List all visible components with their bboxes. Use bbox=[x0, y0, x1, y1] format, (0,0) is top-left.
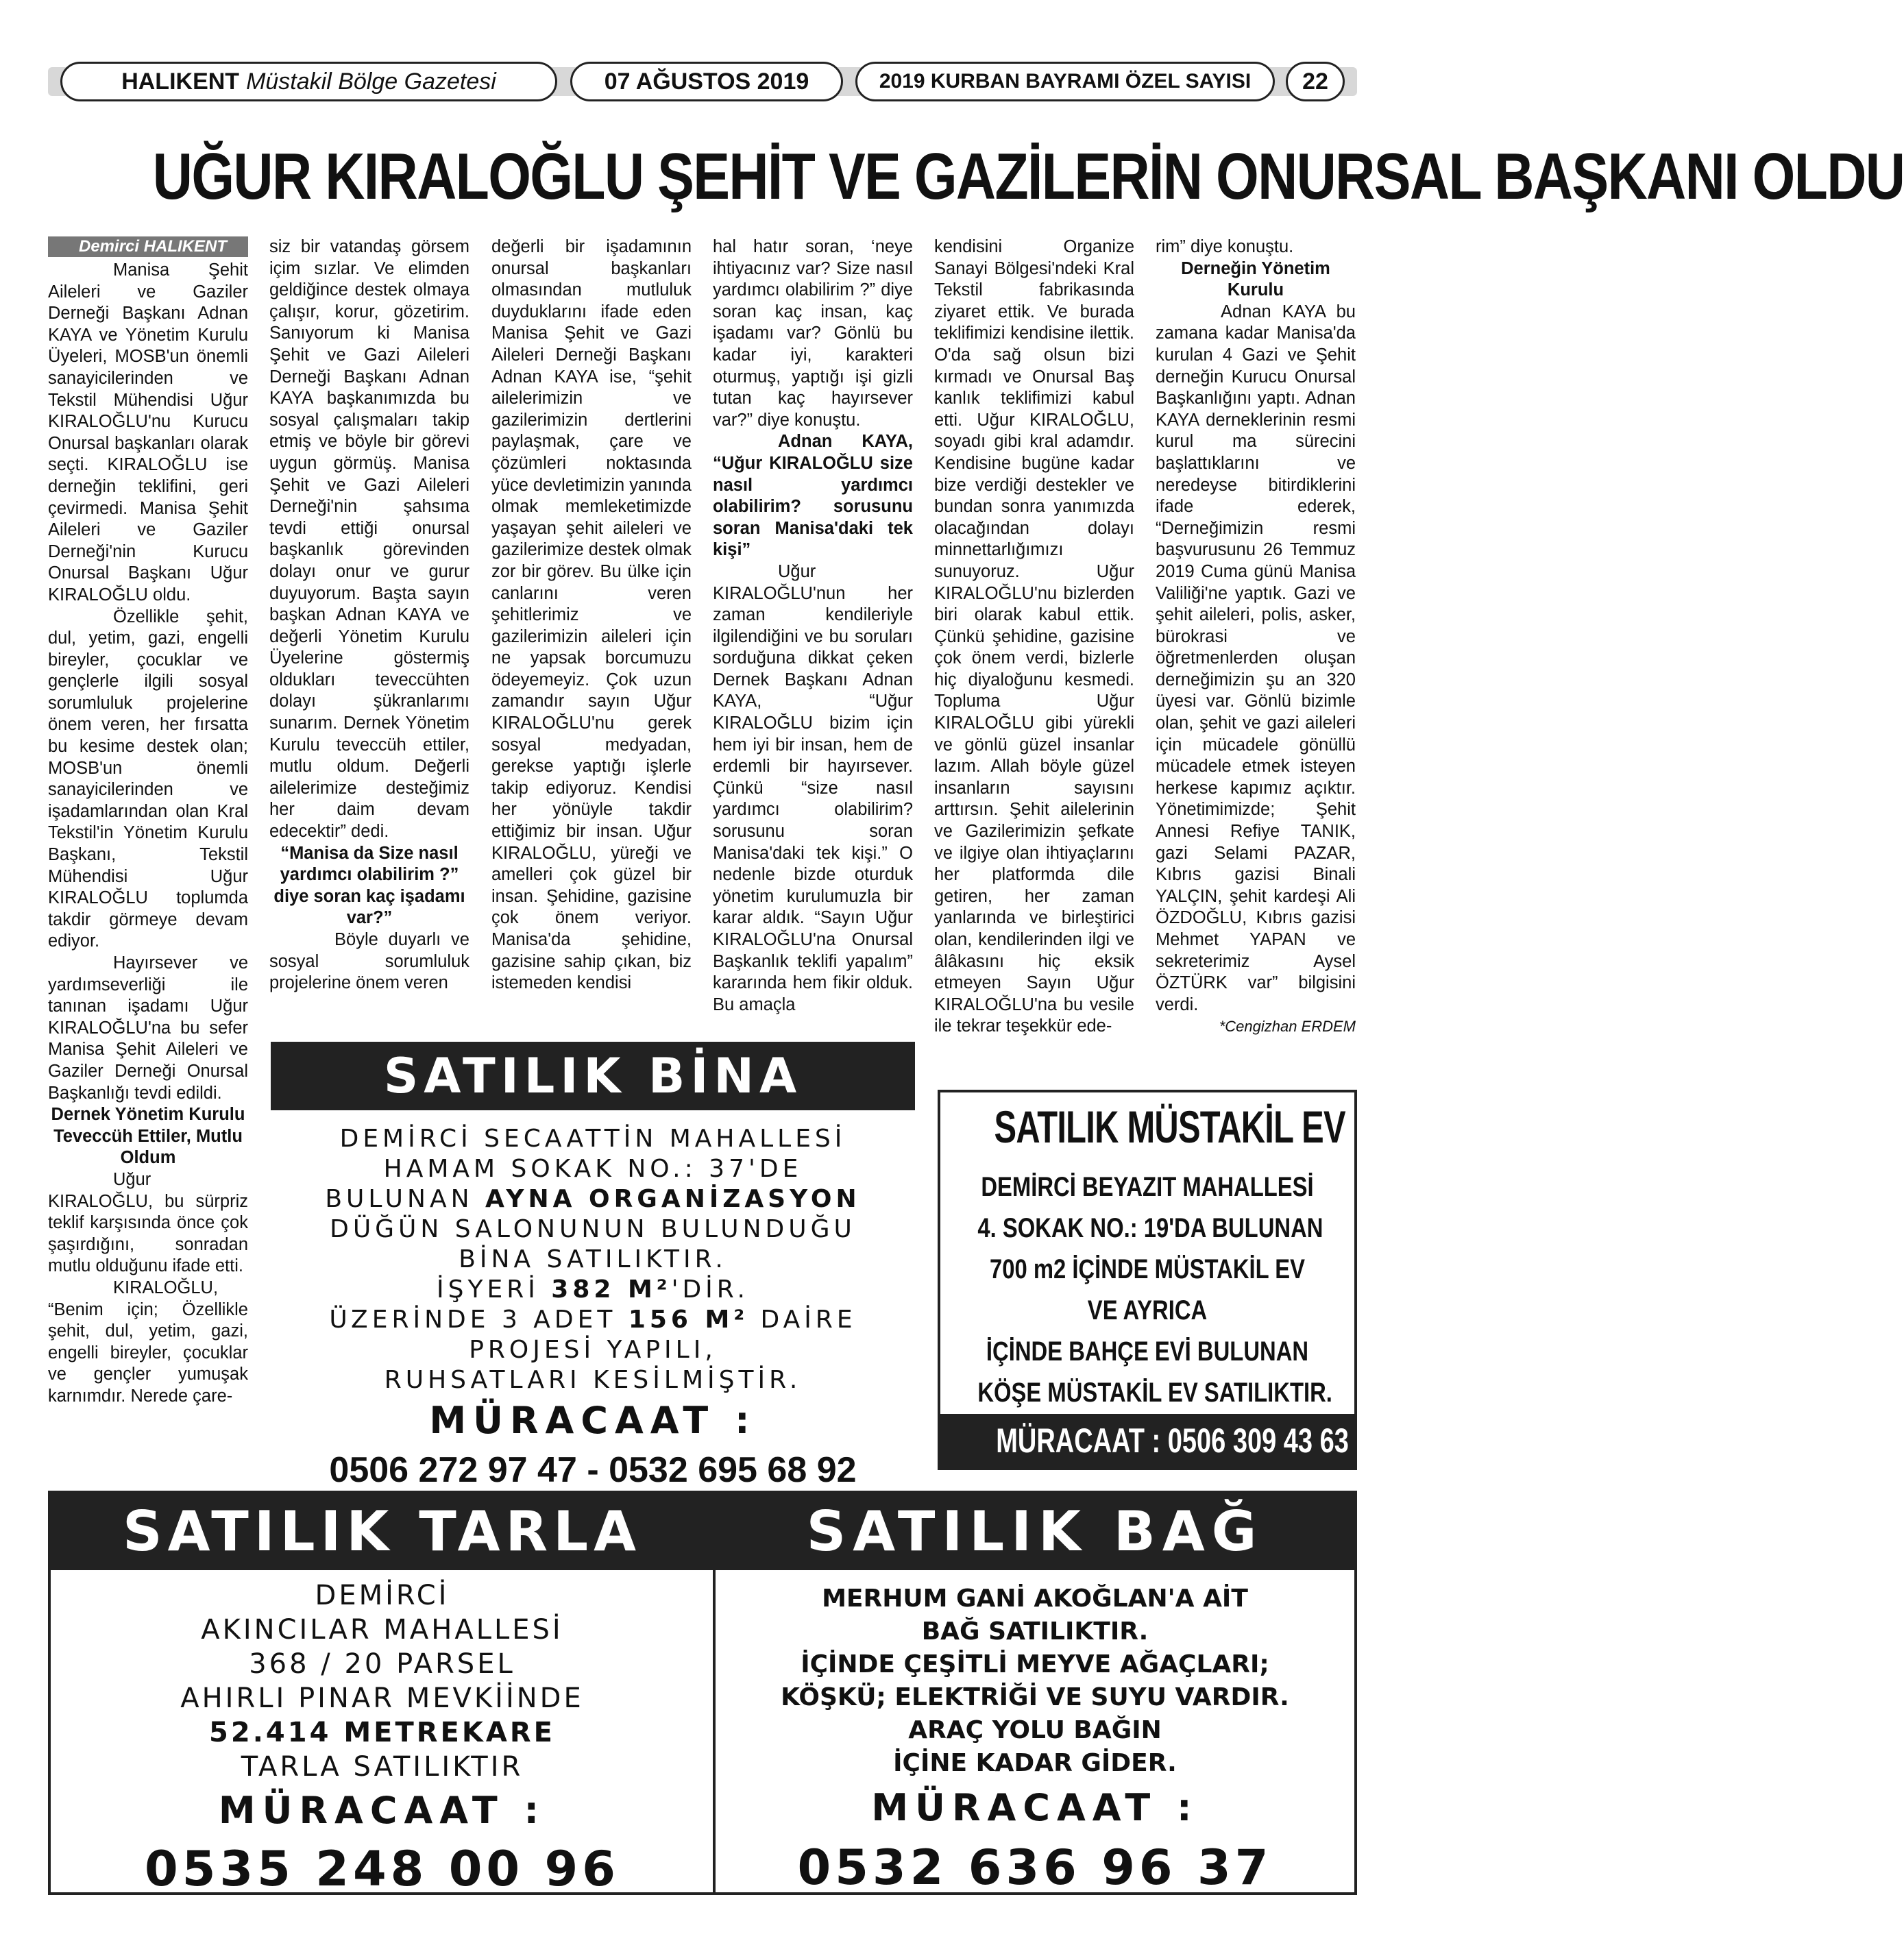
ad-text-bold: 156 M² bbox=[628, 1306, 749, 1334]
subheading: Adnan KAYA, “Uğur KIRALOĞLU size nasıl yardımcı olabilirim? sorusunu soran Manisa'daki tek kişi” bbox=[713, 432, 913, 560]
ad-line: AKINCILAR MAHALLESİ bbox=[201, 1614, 563, 1646]
ad-line: DEMİRCİ SECAATTİN MAHALLESİ bbox=[339, 1125, 846, 1153]
ad-line: MERHUM GANİ AKOĞLAN'A AİT bbox=[822, 1585, 1248, 1613]
ad-title: SATILIK TARLA bbox=[51, 1493, 713, 1570]
ad-satilik-tarla bbox=[48, 1491, 716, 1895]
ad-line: 700 m2 İÇİNDE MÜSTAKİL EV bbox=[990, 1254, 1305, 1284]
ad-muracaat: MÜRACAAT : bbox=[218, 1789, 546, 1832]
brand-name: HALIKENT bbox=[121, 68, 240, 95]
ad-text-bold: 382 M² bbox=[551, 1275, 672, 1304]
article-column-2 bbox=[269, 236, 469, 994]
article-column-4 bbox=[713, 236, 913, 1016]
paragraph: siz bir vatandaş görsem içim sızlar. Ve elimden geldiğince destek olmaya çalışır, korur, gözetirim. Sanıyorum ki Manisa Şehit ve Gazi Aileleri Derneği Başkanı Adnan KAYA başkanımızda bu sosyal çalışmaları takip etmiş ve böyle bir görevi uygun görmüş. Manisa Şehit ve Gazi Aileleri Derneği'nin şahsıma tevdi ettiği onursal başkanlık görevinden dolayı onur ve gurur duyuyorum. Başta sayın başkan Adnan KAYA ve değerli Yönetim Kurulu Üyelerine göstermiş oldukları teveccühten dolayı şükranlarımı sunarım. Dernek Yönetim Kurulu teveccüh ettiler, mutlu oldum. Değerli ailelerimize desteğimiz her daim devam edecektir” dedi. bbox=[269, 237, 469, 842]
ad-line: İÇİNE KADAR GİDER. bbox=[893, 1749, 1177, 1777]
ad-line: DEMİRCİ BEYAZIT MAHALLESİ bbox=[981, 1172, 1314, 1202]
paragraph: Manisa Şehit Aileleri ve Gaziler Derneği Başkanı Adnan KAYA ve Yönetim Kurulu Üyeleri, MOSB'un önemli sanayicilerinden ve Tekstil Mühendisi Uğur KIRALOĞLU'nu Kurucu Onursal başkanları olarak seçti. KIRALOĞLU ise derneğin teklifini, geri çevirmedi. Manisa Şehit Aileleri ve Gaziler Derneği'nin Kurucu Onursal Başkanı Uğur KIRALOĞLU oldu. bbox=[48, 260, 248, 604]
ad-line bbox=[271, 1275, 915, 1305]
ad-line: DEMİRCİ bbox=[315, 1580, 450, 1611]
ad-phone: 0506 272 97 47 - 0532 695 68 92 bbox=[329, 1450, 857, 1490]
page-number: 22 bbox=[1302, 68, 1328, 95]
ad-satilik-bina bbox=[271, 1042, 915, 1490]
ad-text: DAİRE bbox=[748, 1306, 857, 1334]
ad-line: HAMAM SOKAK NO.: 37'DE bbox=[383, 1155, 803, 1183]
ad-text: İŞYERİ bbox=[437, 1275, 552, 1304]
article-column-6 bbox=[1156, 236, 1356, 1038]
ad-line: BAĞ SATILIKTIR. bbox=[921, 1617, 1149, 1646]
ad-line: AHIRLI PINAR MEVKİİNDE bbox=[180, 1683, 584, 1714]
paragraph: değerli bir işadamının onursal başkanları olmasından mutluluk duyduklarını ifade eden Manisa Şehit ve Gazi Aileleri Derneği Başkanı Adnan KAYA ise, “şehit ailelerimizin ve gazilerimizin dertlerini paylaşmak, çare ve çözümleri noktasında yüce devletimizin yanında olmak memleketimizde yaşayan şehit aileleri ve gazilerimize destek olmak zor bir görev. Bu ülke için canlarını veren şehitlerimiz ve gazilerimizin aileleri için ne yapsak borcumuzu ödeyemeyiz. Çok uzun zamandır sayın Uğur KIRALOĞLU'nu gerek sosyal medyadan, gerekse yaptığı işlerle takip ediyoruz. Kendisi her yönüyle takdir ettiğimiz bir insan. Uğur KIRALOĞLU, yüreği ve amelleri çok güzel bir insan. Şehidine, gazisine çok önem veriyor. Manisa'da şehidine, gazisine sahip çıkan, biz istemeden kendisi bbox=[491, 237, 692, 993]
ad-line: RUHSATLARI KESİLMİŞTİR. bbox=[384, 1366, 802, 1394]
byline: Demirci HALIKENT bbox=[48, 236, 248, 257]
paragraph: kendisini Organize Sanayi Bölgesi'ndeki Kral Tekstil fabrikasında ziyaret ettik. Ve burada teklifimizi kendisine ilettik. O'da sağ olsun bizi kırmadı ve Onursal Baş kanlık teklifimizi kabul etti. Uğur KIRALOĞLU, soyadı gibi kral adamdır. Kendisine bugüne kadar bize verdiği destekler ve bundan sonra yanımızda olacağından dolayı minnettarlığımızı sunuyoruz. Uğur KIRALOĞLU'nu bizlerden biri olarak kabul ettik. Çünkü şehidine, gazisine çok önem verdi, bizlerle hiç diyaloğunu kesmedi. Topluma Uğur KIRALOĞLU gibi yürekli ve gönlü güzel insanlar lazım. Allah böyle güzel insanların sayısını arttırsın. Şehit ailelerinin ve Gazilerimizin şefkate ve ilgiye olan ihtiyaçlarını her platformda dile getiren, her zaman yanlarında ve birleştirici olan, kendilerinden ilgi ve âlâkasını hiç eksik etmeyen Sayın Uğur KIRALOĞLU'na bu vesile ile tekrar teşekkür ede- bbox=[934, 237, 1134, 1036]
ad-line: PROJESİ YAPILI, bbox=[469, 1336, 717, 1364]
ad-satilik-ev bbox=[938, 1090, 1357, 1470]
headline: UĞUR KIRALOĞLU ŞEHİT VE GAZİLERİN ONURSAL BAŞKANI OLDU bbox=[152, 140, 1904, 213]
brand-subtitle: Müstakil Bölge Gazetesi bbox=[246, 68, 496, 95]
ad-text: ÜZERİNDE 3 ADET bbox=[329, 1306, 628, 1334]
paragraph: rim” diye konuştu. bbox=[1156, 237, 1294, 256]
date-pill bbox=[570, 62, 843, 101]
masthead bbox=[60, 62, 557, 101]
article-column-3 bbox=[491, 236, 692, 994]
ad-text: 'DİR. bbox=[671, 1275, 749, 1304]
issue-pill bbox=[855, 62, 1275, 101]
paragraph: Adnan KAYA bu zamana kadar Manisa'da kurulan 4 Gazi ve Şehit derneğin Kurucu Onursal Başkanlığını yaptı. Adnan KAYA derneklerinin resmi kurul ma sürecini başlattıklarını ve neredeyse bitirdiklerini ifade ederek, “Derneğimizin resmi başvurusunu 26 Temmuz 2019 Cuma günü Manisa Valiliği'ne yaptık. Gazi ve şehit aileleri, polis, asker, bürokrasi ve öğretmenlerden oluşan derneğimizin şu an 320 üyesi var. Gönlü bizimle olan, şehit ve gazi aileleri için mücadele gönüllü mücadele etmek isteyen herkese kapımız açıktır. Yönetimimizde; Şehit Annesi Refiye TANIK, gazi Selami PAZAR, Kıbrıs gazisi Binali YALÇIN, şehit kardeşi Ali ÖZDOĞLU, Kıbrıs gazisi Mehmet YAPAN ve sekreterimiz Aysel ÖZTÜRK var” bilgisini verdi. bbox=[1156, 302, 1356, 1014]
ad-muracaat: MÜRACAAT : bbox=[871, 1786, 1199, 1829]
paragraph: Hayırsever ve yardımseverliği ile tanınan işadamı Uğur KIRALOĞLU'na bu sefer Manisa Şehit Aileleri ve Gaziler Derneği Onursal Başkanlığı tevdi edildi. bbox=[48, 953, 248, 1103]
paragraph: KIRALOĞLU, “Benim için; Özellikle şehit, dul, yetim, gazi, engelli bireyler, çocuklar ve gençler yumuşak karnımdır. Nerede çare- bbox=[48, 1278, 248, 1406]
ad-line bbox=[271, 1305, 915, 1335]
ad-satilik-bag bbox=[713, 1491, 1357, 1895]
ad-line: İÇİNDE BAHÇE EVİ BULUNAN bbox=[986, 1336, 1309, 1367]
ad-text-bold: AYNA ORGANİZASYON bbox=[485, 1185, 861, 1213]
paragraph: Uğur KIRALOĞLU'nun her zaman kendileriyle ilgilendiğini ve bu soruları sorduğuna dikkat çeken Dernek Başkanı Adnan KAYA, “Uğur KIRALOĞLU bizim için hem iyi bir insan, hem de erdemli bir hayırsever. Çünkü “size nasıl yardımcı olabilirim? sorusunu soran Manisa'daki tek kişi.” O nedenle bizde oturduk yönetim kurulumuzla bir karar aldık. “Sayın Uğur KIRALOĞLU'na Onursal Başkanlık teklifi yapalım” kararında hem fikir olduk. Bu amaçla bbox=[713, 561, 913, 1014]
ad-contact: MÜRACAAT : 0506 309 43 63 bbox=[996, 1421, 1349, 1460]
ad-line: KÖŞE MÜSTAKİL EV SATILIKTIR. bbox=[977, 1378, 1332, 1408]
ad-line: 368 / 20 PARSEL bbox=[249, 1648, 515, 1680]
subheading: Dernek Yönetim Kurulu Teveccüh Ettiler, Mutlu Oldum bbox=[51, 1105, 245, 1168]
ad-line bbox=[271, 1184, 915, 1214]
ad-line: ARAÇ YOLU BAĞIN bbox=[908, 1716, 1162, 1744]
paragraph: Böyle duyarlı ve sosyal sorumluluk projelerine önem veren bbox=[269, 930, 469, 993]
ad-title: SATILIK BİNA bbox=[271, 1042, 915, 1110]
ad-line: TARLA SATILIKTIR bbox=[241, 1751, 524, 1783]
ad-line: İÇİNDE ÇEŞİTLİ MEYVE AĞAÇLARI; bbox=[801, 1650, 1269, 1678]
paragraph: Uğur KIRALOĞLU, bu sürpriz teklif karşısında önce çok şaşırdığını, sonradan mutlu olduğunu ifade etti. bbox=[48, 1169, 248, 1276]
ad-title: SATILIK MÜSTAKİL EV bbox=[994, 1101, 1345, 1152]
subheading: “Manisa da Size nasıl yardımcı olabilirim ?” diye soran kaç işadamı var?” bbox=[273, 843, 465, 928]
paragraph: Özellikle şehit, dul, yetim, gazi, engelli bireyler, çocuklar ve gençlerle ilgili sosyal sorumluluk projelerine önem veren, her fırsatta bu kesime destek olan; MOSB'un önemli sanayicilerinden ve işadamlarından olan Kral Tekstil'in Yönetim Kurulu Başkanı, Tekstil Mühendisi Uğur KIRALOĞLU toplumda takdir görmeye devam ediyor. bbox=[48, 607, 248, 951]
ad-line: VE AYRICA bbox=[1087, 1295, 1208, 1325]
paragraph: hal hatır soran, ‘neye ihtiyacınız var? Size nasıl yardımcı olabilirim ?” diye soran kaç insan, kaç işadamı var? Gönlü bu kadar iyi, karakteri oturmuş, yaptığı işi gizli tutan kaç hayırsever var?” diye konuştu. bbox=[713, 237, 913, 430]
author-note: *Cengizhan ERDEM bbox=[1219, 1018, 1356, 1036]
issue-date: 07 AĞUSTOS 2019 bbox=[604, 68, 809, 95]
subheading: Derneğin Yönetim Kurulu bbox=[1181, 258, 1330, 300]
article-column-1 bbox=[48, 236, 248, 1407]
ad-phone: 0532 636 96 37 bbox=[797, 1840, 1273, 1896]
ad-muracaat: MÜRACAAT : bbox=[429, 1399, 757, 1442]
issue-title: 2019 KURBAN BAYRAMI ÖZEL SAYISI bbox=[879, 70, 1252, 93]
ad-text: BULUNAN bbox=[325, 1185, 485, 1213]
ad-contact-bar bbox=[940, 1414, 1354, 1467]
ad-line: 52.414 METREKARE bbox=[209, 1717, 555, 1748]
ad-line: 4. SOKAK NO.: 19'DA BULUNAN bbox=[977, 1213, 1323, 1243]
ad-title: SATILIK BAĞ bbox=[716, 1493, 1354, 1570]
ad-phone: 0535 248 00 96 bbox=[145, 1841, 620, 1897]
ad-line: DÜĞÜN SALONUNUN BULUNDUĞU bbox=[330, 1215, 856, 1243]
ad-line: BİNA SATILIKTIR. bbox=[459, 1245, 727, 1273]
page-pill bbox=[1286, 62, 1345, 101]
ad-line: KÖŞKÜ; ELEKTRİĞİ VE SUYU VARDIR. bbox=[781, 1683, 1289, 1711]
article-column-5 bbox=[934, 236, 1134, 1038]
